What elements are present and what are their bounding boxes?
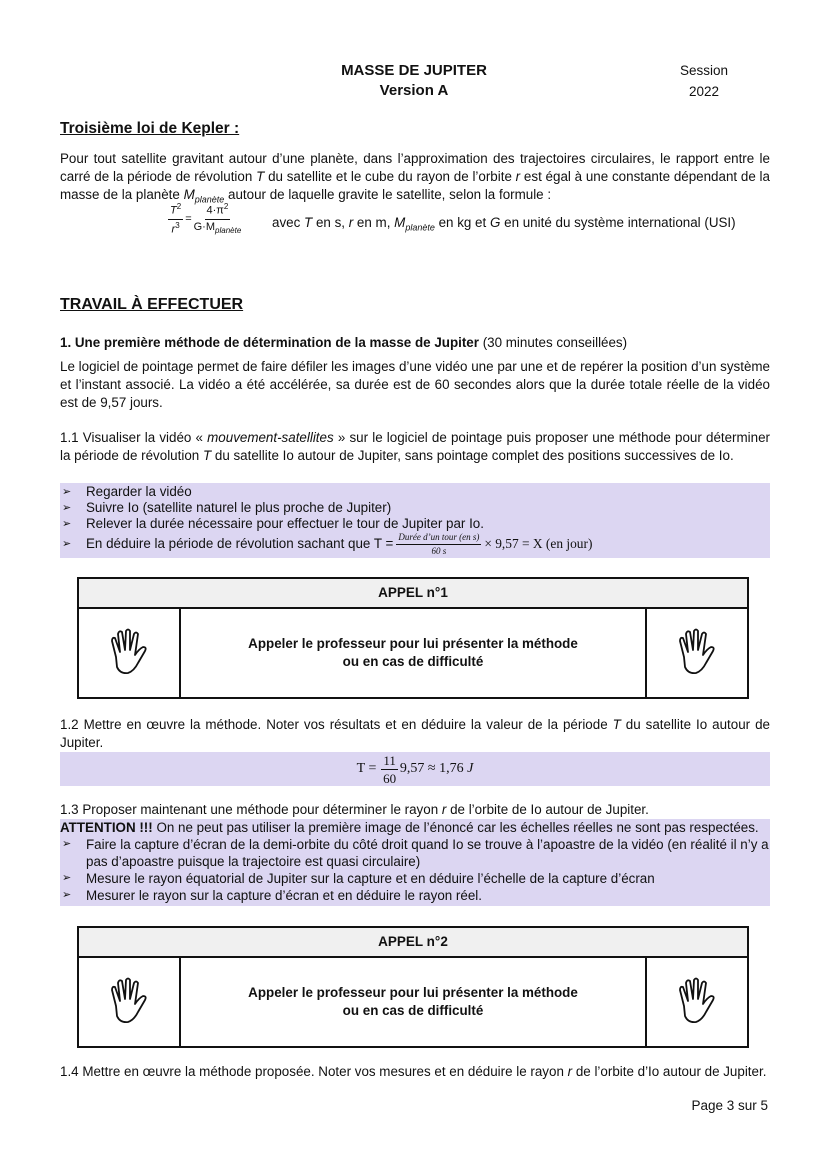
appel-line-1: Appeler le professeur pour lui présenter la méthode [248, 636, 578, 651]
bullet-list-1 [60, 483, 770, 558]
appel-line-2: ou en cas de difficulté [342, 654, 484, 669]
list-item: ➢ Regarder la vidéo [62, 484, 192, 499]
hand-icon [647, 609, 747, 697]
list-item: ➢ Mesurer le rayon sur la capture d’écran et en déduire le rayon réel. [62, 888, 482, 903]
appel-title: APPEL n°1 [79, 579, 747, 609]
question-1-2: 1.2 Mettre en œuvre la méthode. Noter vos résultats et en déduire la valeur de la période T du satellite Io autour de Jupiter. [60, 717, 770, 750]
kepler-paragraph: Pour tout satellite gravitant autour d’une planète, dans l’approximation des trajectoires circulaires, le rapport entre le carré de la période de révolution T du satellite et le cube du rayon de l’orbite r est égal à une constante dépendant de la masse de la planète $M_{planète}$ autour de laquelle gravite le satellite, selon la formule : [60, 151, 770, 205]
hand-icon [79, 609, 179, 697]
question-1-4: 1.4 Mettre en œuvre la méthode proposée. Noter vos mesures et en déduire le rayon r de l’orbite d’Io autour de Jupiter. [60, 1064, 767, 1079]
kepler-heading: Troisième loi de Kepler : [60, 120, 240, 137]
appel-box-2 [77, 926, 749, 1048]
hand-icon [647, 958, 747, 1046]
list-item: ➢ En déduire la période de révolution sachant que T = $\frac{\text{Durée d’un tour (en s)}}{60 s}$ × 9,57 = X (en jour) [62, 531, 593, 556]
kepler-formula: $\frac{T^2}{r^3}$ = $\frac{4\cdot\pi^2}{G\cdot M_{planète}}$ [170, 202, 242, 236]
session-year: 2022 [688, 84, 720, 99]
page-number: Page 3 sur 5 [691, 1098, 768, 1113]
document-version: Version A [379, 82, 449, 99]
travail-heading: TRAVAIL À EFFECTUER [60, 296, 244, 313]
list-item: ➢ Relever la durée nécessaire pour effectuer le tour de Jupiter par Io. [62, 516, 484, 531]
question-1-3: 1.3 Proposer maintenant une méthode pour déterminer le rayon r de l’orbite de Io autour de Jupiter. [60, 802, 649, 817]
attention-note: ATTENTION !!! On ne peut pas utiliser la première image de l’énoncé car les échelles réelles ne sont pas respectées. [60, 820, 759, 835]
appel-title: APPEL n°2 [79, 928, 747, 958]
appel-line-1: Appeler le professeur pour lui présenter la méthode [248, 985, 578, 1000]
kepler-units: avec T en s, r en m, $M_{planète}$ en kg et G en unité du système international (USI) [272, 215, 736, 233]
document-title: MASSE DE JUPITER [341, 62, 487, 79]
list-item: ➢ Mesure le rayon équatorial de Jupiter sur la capture et en déduire l’échelle de la capture d’écran [62, 871, 655, 886]
q12-equation: T = $\frac{11}{60}$ 9,57 ≈ 1,76 J [60, 752, 770, 786]
list-item: ➢ Faire la capture d’écran de la demi-orbite du côté droit quand Io se trouve à l’apoastre de la vidéo (en réalité il n’y a pas d’apoastre puisque la trajectoire est quasi circulaire) [62, 837, 769, 869]
attention-block [60, 819, 770, 906]
appel-line-2: ou en cas de difficulté [342, 1003, 484, 1018]
hand-icon [79, 958, 179, 1046]
section-1-paragraph: Le logiciel de pointage permet de faire défiler les images d’une vidéo une par une et de repérer la position d’un système et l’instant associé. La vidéo a été accélérée, sa durée est de 60 secondes alors que la durée totale réelle de la vidéo est de 9,57 jours. [60, 359, 770, 410]
session-label: Session [679, 63, 729, 78]
appel-box-1 [77, 577, 749, 699]
section-1-title: 1. Une première méthode de détermination de la masse de Jupiter (30 minutes conseillées) [60, 335, 628, 350]
list-item: ➢ Suivre Io (satellite naturel le plus proche de Jupiter) [62, 500, 392, 515]
question-1-1: 1.1 Visualiser la vidéo « mouvement-satellites » sur le logiciel de pointage puis proposer une méthode pour déterminer la période de révolution T du satellite Io autour de Jupiter, sans pointage complet des positions successives de Io. [60, 430, 770, 463]
